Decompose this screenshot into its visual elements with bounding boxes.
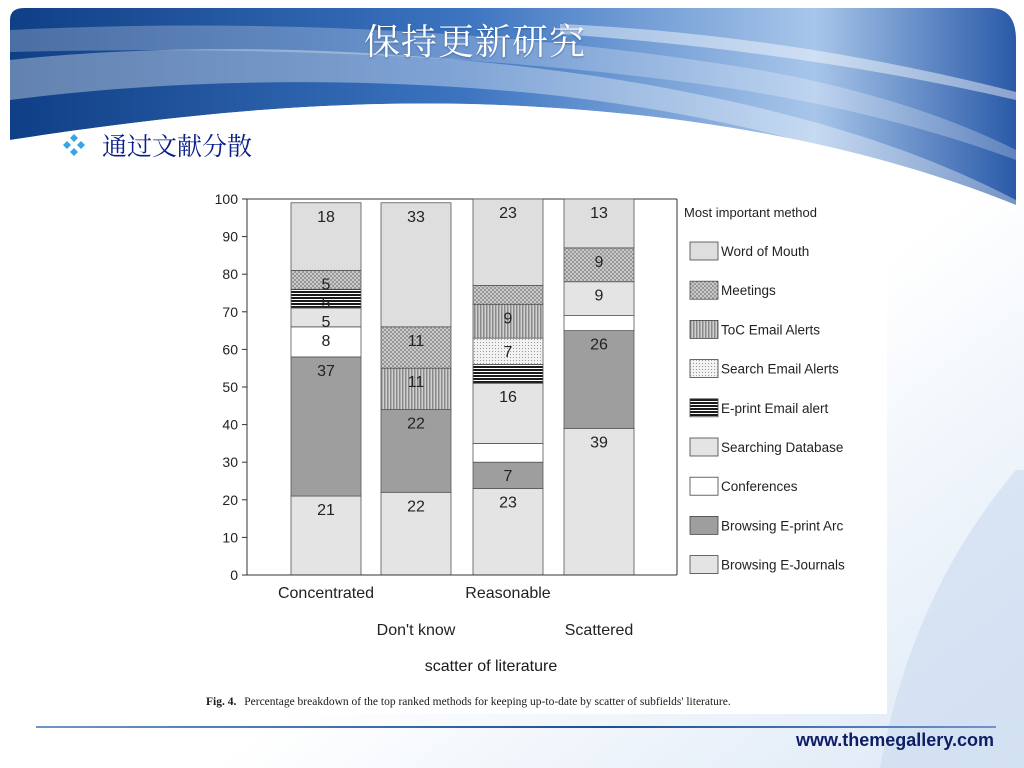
bar-segment <box>473 364 543 383</box>
legend <box>684 205 845 574</box>
legend-item <box>690 477 798 495</box>
legend-label: Browsing E-print Arc <box>721 518 844 534</box>
y-tick-label: 70 <box>222 303 238 320</box>
y-tick-label: 20 <box>222 491 238 508</box>
legend-swatch <box>690 281 718 299</box>
bar-value-label: 9 <box>594 253 604 271</box>
legend-label: Meetings <box>721 283 776 299</box>
legend-swatch <box>690 242 718 260</box>
y-tick-label: 60 <box>222 341 238 358</box>
x-tick-label: Concentrated <box>277 585 375 602</box>
y-tick-label: 30 <box>222 454 238 471</box>
bar-value-label: 23 <box>499 494 517 512</box>
bar-value-label: 11 <box>407 332 425 350</box>
bar-value-label: 26 <box>590 336 608 354</box>
bar-value-label: 37 <box>317 362 335 380</box>
legend-label: Conferences <box>721 479 798 495</box>
bar-value-label: 5 <box>321 314 331 332</box>
bar-value-label: 11 <box>407 374 425 392</box>
bar-value-label: 9 <box>594 287 604 305</box>
legend-swatch <box>690 556 718 574</box>
legend-item <box>690 320 820 338</box>
legend-item <box>690 438 843 456</box>
bullet-text: 通过文献分散 <box>102 132 253 161</box>
bar-value-label: 8 <box>321 332 331 350</box>
legend-swatch <box>690 360 718 378</box>
x-tick-label: Scattered <box>564 622 634 639</box>
bar-value-label: 9 <box>503 310 513 328</box>
bar-segment <box>473 443 543 462</box>
legend-swatch <box>690 477 718 495</box>
bar-value-label: 5 <box>321 295 331 313</box>
legend-label: E-print Email alert <box>721 400 829 416</box>
bar-value-label: 39 <box>590 434 608 452</box>
bar-value-label: 13 <box>590 205 608 222</box>
y-tick-label: 40 <box>222 416 238 433</box>
legend-item <box>690 281 776 299</box>
y-tick-label: 0 <box>230 567 238 583</box>
bar-value-label: 7 <box>503 468 513 486</box>
legend-label: Searching Database <box>721 440 844 455</box>
bars <box>291 199 634 575</box>
legend-title: Most important method <box>684 205 817 220</box>
y-tick-label: 90 <box>222 228 238 245</box>
x-axis-title: scatter of literature <box>424 658 558 675</box>
legend-item <box>690 516 844 534</box>
legend-item <box>690 242 809 260</box>
diamond-cluster-icon <box>62 133 86 157</box>
bar-stack <box>473 199 543 575</box>
figure-caption-label: Fig. 4. <box>206 696 237 708</box>
footer-url: www.themegallery.com <box>795 730 994 750</box>
y-tick-label: 80 <box>222 266 238 283</box>
legend-swatch <box>690 516 718 534</box>
bar-value-label: 23 <box>499 205 517 222</box>
bar-value-label: 22 <box>407 498 425 516</box>
x-tick-label: Reasonable <box>465 585 551 602</box>
slide-title: 保持更新研究 <box>363 22 586 63</box>
y-tick-label: 50 <box>222 379 238 395</box>
bar-value-label: 7 <box>503 344 513 362</box>
bar-stack <box>564 199 634 575</box>
bar-value-label: 18 <box>317 208 335 226</box>
legend-label: Word of Mouth <box>721 244 810 259</box>
chart-figure <box>189 174 887 714</box>
bar-value-label: 21 <box>317 502 335 520</box>
bar-value-label: 16 <box>499 389 517 407</box>
legend-label: Search Email Alerts <box>721 361 839 377</box>
figure-caption <box>206 696 731 708</box>
bar-segment <box>564 316 634 331</box>
stacked-bar-chart <box>189 174 887 714</box>
figure-caption-text: Percentage breakdown of the top ranked methods for keeping up-to-date by scatter of subfields' literature. <box>244 696 731 708</box>
bar-stack <box>381 203 451 575</box>
bar-value-label: 33 <box>407 208 425 226</box>
x-tick-label: Don't know <box>376 622 456 639</box>
legend-swatch <box>690 438 718 456</box>
bar-segment <box>473 285 543 304</box>
bar-value-label: 22 <box>407 415 425 433</box>
legend-item <box>690 360 839 378</box>
legend-swatch <box>690 399 718 417</box>
y-tick-label: 10 <box>222 529 238 546</box>
legend-swatch <box>690 320 718 338</box>
legend-label: ToC Email Alerts <box>721 322 821 338</box>
footer-divider <box>36 726 996 728</box>
legend-label: Browsing E-Journals <box>721 557 845 573</box>
bar-stack <box>291 203 361 575</box>
bullet-item <box>62 128 252 162</box>
bar-value-label: 5 <box>321 276 331 294</box>
x-axis <box>247 575 677 639</box>
y-tick-label: 100 <box>214 191 238 207</box>
legend-item <box>690 399 829 417</box>
legend-item <box>690 556 845 574</box>
